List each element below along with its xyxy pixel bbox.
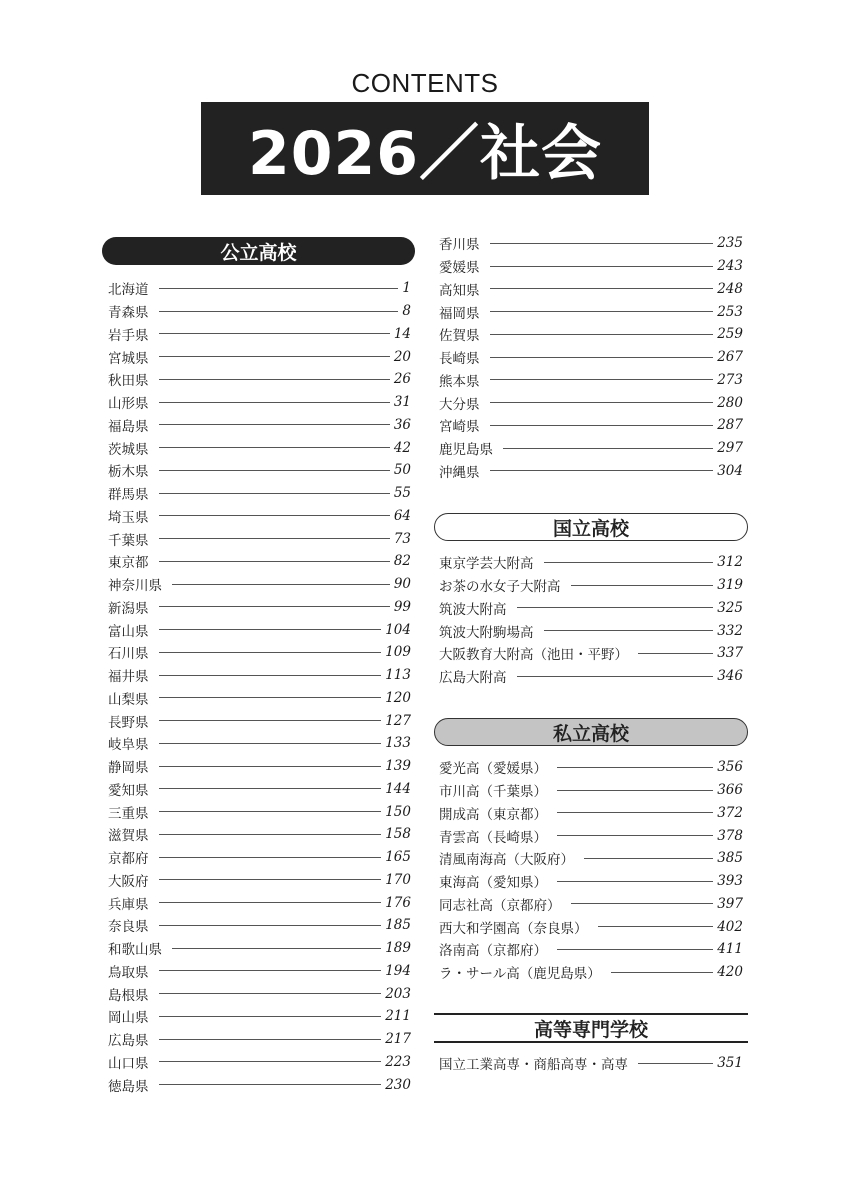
toc-entry-name: 筑波大附駒場高 [439, 624, 534, 641]
toc-entry[interactable] [108, 482, 411, 505]
toc-entry[interactable] [108, 596, 411, 619]
toc-entry-page: 42 [393, 439, 411, 456]
leader-line [159, 447, 390, 448]
leader-line [490, 402, 714, 403]
leader-line [159, 538, 390, 539]
page-title: 2026／社会 [201, 102, 649, 195]
toc-entry[interactable] [108, 277, 411, 300]
toc-entry-page: 165 [385, 849, 411, 866]
toc-entry-name: 鳥取県 [108, 964, 149, 981]
toc-entry-name: 同志社高（京都府） [439, 897, 561, 914]
toc-entry-name: 岩手県 [108, 327, 149, 344]
toc-entry-name: 市川高（千葉県） [439, 784, 547, 801]
leader-line [159, 561, 390, 562]
toc-entry-page: 99 [393, 598, 411, 615]
toc-entry-name: 国立工業高専・商船高専・高専 [439, 1057, 628, 1074]
toc-entry[interactable] [108, 960, 411, 983]
toc-list-national [439, 551, 743, 688]
toc-entry-page: 230 [385, 1076, 411, 1093]
leader-line [159, 1039, 382, 1040]
leader-line [490, 357, 714, 358]
toc-entry-page: 366 [717, 782, 743, 799]
leader-line [490, 266, 714, 267]
toc-entry-page: 319 [717, 577, 743, 594]
toc-entry[interactable] [439, 1052, 743, 1075]
toc-entry[interactable] [108, 914, 411, 937]
toc-entry-name: 大阪教育大附高（池田・平野） [439, 647, 628, 664]
toc-entry-page: 1 [402, 280, 411, 297]
toc-entry-name: 洛南高（京都府） [439, 943, 547, 960]
toc-entry-page: 411 [717, 941, 743, 958]
toc-entry-name: 鹿児島県 [439, 442, 493, 459]
toc-entry[interactable] [439, 574, 743, 597]
leader-line [159, 720, 382, 721]
toc-entry[interactable] [108, 709, 411, 732]
toc-list-private [439, 756, 743, 984]
toc-entry-name: 山梨県 [108, 691, 149, 708]
toc-entry-name: 石川県 [108, 646, 149, 663]
toc-entry-name: 長野県 [108, 714, 149, 731]
leader-line [490, 470, 714, 471]
toc-entry-page: 402 [717, 918, 743, 935]
leader-line [598, 926, 714, 927]
leader-line [159, 311, 399, 312]
leader-line [159, 424, 390, 425]
toc-entry[interactable] [439, 847, 743, 870]
toc-entry-page: 104 [385, 621, 411, 638]
toc-entry-page: 337 [717, 645, 743, 662]
toc-entry-page: 351 [717, 1055, 743, 1072]
toc-entry-page: 64 [393, 507, 411, 524]
toc-entry-name: 静岡県 [108, 760, 149, 777]
toc-entry-page: 82 [393, 553, 411, 570]
toc-entry[interactable] [108, 778, 411, 801]
toc-entry[interactable] [108, 823, 411, 846]
toc-entry-page: 150 [385, 803, 411, 820]
toc-entry-name: 岡山県 [108, 1010, 149, 1027]
toc-entry-page: 393 [717, 873, 743, 890]
leader-line [159, 925, 382, 926]
toc-entry[interactable] [439, 893, 743, 916]
leader-line [544, 630, 714, 631]
toc-entry-name: 東海高（愛知県） [439, 875, 547, 892]
leader-line [159, 515, 390, 516]
toc-entry-name: 宮城県 [108, 350, 149, 367]
toc-entry-name: 島根県 [108, 987, 149, 1004]
toc-entry-name: 滋賀県 [108, 828, 149, 845]
toc-entry-page: 267 [717, 349, 743, 366]
leader-line [159, 629, 382, 630]
leader-line [159, 743, 382, 744]
toc-entry[interactable] [108, 618, 411, 641]
leader-line [544, 562, 714, 563]
toc-entry-name: 福島県 [108, 418, 149, 435]
leader-line [159, 379, 390, 380]
leader-line [159, 970, 382, 971]
toc-entry-page: 297 [717, 440, 743, 457]
toc-entry-page: 36 [393, 416, 411, 433]
toc-entry[interactable] [439, 278, 743, 301]
toc-entry-name: ラ・サール高（鹿児島県） [439, 966, 601, 983]
toc-entry[interactable] [108, 323, 411, 346]
toc-entry[interactable] [439, 414, 743, 437]
leader-line [490, 425, 714, 426]
toc-entry-name: お茶の水女子大附高 [439, 579, 561, 596]
toc-entry-page: 325 [717, 599, 743, 616]
toc-entry[interactable] [439, 938, 743, 961]
toc-entry[interactable] [108, 505, 411, 528]
toc-entry-name: 神奈川県 [108, 578, 162, 595]
toc-entry[interactable] [108, 664, 411, 687]
toc-entry[interactable] [439, 300, 743, 323]
toc-entry[interactable] [108, 550, 411, 573]
toc-entry-page: 73 [393, 530, 411, 547]
toc-entry[interactable] [108, 527, 411, 550]
toc-entry[interactable] [439, 619, 743, 642]
toc-entry-name: 高知県 [439, 282, 480, 299]
toc-entry[interactable] [439, 802, 743, 825]
leader-line [159, 879, 382, 880]
toc-entry-page: 253 [717, 303, 743, 320]
toc-entry[interactable] [108, 755, 411, 778]
toc-entry[interactable] [108, 368, 411, 391]
toc-entry-page: 273 [717, 371, 743, 388]
leader-line [503, 448, 713, 449]
toc-entry[interactable] [108, 1073, 411, 1096]
toc-entry[interactable] [439, 460, 743, 483]
toc-entry-page: 378 [717, 827, 743, 844]
toc-entry-page: 346 [717, 668, 743, 685]
leader-line [490, 288, 714, 289]
toc-entry[interactable] [439, 391, 743, 414]
toc-entry[interactable] [439, 255, 743, 278]
toc-entry-page: 139 [385, 758, 411, 775]
leader-line [557, 790, 713, 791]
toc-entry[interactable] [108, 937, 411, 960]
toc-list-public [108, 277, 411, 1096]
toc-entry[interactable] [439, 915, 743, 938]
leader-line [159, 402, 390, 403]
toc-entry-name: 新潟県 [108, 600, 149, 617]
toc-entry-page: 133 [385, 735, 411, 752]
toc-entry-name: 山形県 [108, 396, 149, 413]
toc-entry[interactable] [108, 414, 411, 437]
toc-entry-page: 194 [385, 962, 411, 979]
toc-entry-page: 332 [717, 622, 743, 639]
leader-line [571, 585, 714, 586]
leader-line [159, 857, 382, 858]
toc-entry-page: 248 [717, 280, 743, 297]
leader-line [557, 881, 713, 882]
toc-list-technical [439, 1052, 743, 1075]
leader-line [638, 653, 713, 654]
toc-entry-page: 50 [393, 462, 411, 479]
toc-entry-name: 京都府 [108, 851, 149, 868]
leader-line [159, 697, 382, 698]
toc-entry-name: 兵庫県 [108, 896, 149, 913]
toc-entry[interactable] [108, 391, 411, 414]
toc-entry[interactable] [439, 597, 743, 620]
leader-line [159, 993, 382, 994]
toc-entry-name: 青森県 [108, 305, 149, 322]
toc-entry-name: 愛光高（愛媛県） [439, 761, 547, 778]
toc-entry[interactable] [439, 756, 743, 779]
toc-entry-page: 109 [385, 644, 411, 661]
toc-entry-page: 203 [385, 985, 411, 1002]
toc-entry-page: 26 [393, 371, 411, 388]
toc-entry-name: 栃木県 [108, 464, 149, 481]
toc-entry[interactable] [439, 665, 743, 688]
leader-line [172, 948, 381, 949]
toc-entry-name: 大阪府 [108, 873, 149, 890]
toc-entry-page: 243 [717, 258, 743, 275]
toc-entry-name: 愛媛県 [439, 260, 480, 277]
toc-entry-page: 217 [385, 1031, 411, 1048]
toc-entry[interactable] [108, 573, 411, 596]
toc-entry-name: 開成高（東京都） [439, 806, 547, 823]
toc-entry[interactable] [108, 459, 411, 482]
leader-line [490, 334, 714, 335]
toc-entry-page: 20 [393, 348, 411, 365]
leader-line [490, 311, 714, 312]
toc-entry-page: 312 [717, 554, 743, 571]
leader-line [159, 356, 390, 357]
leader-line [638, 1063, 713, 1064]
toc-entry-page: 55 [393, 485, 411, 502]
toc-entry[interactable] [108, 846, 411, 869]
toc-entry[interactable] [108, 800, 411, 823]
toc-entry-name: 宮崎県 [439, 419, 480, 436]
toc-entry[interactable] [108, 641, 411, 664]
leader-line [159, 652, 382, 653]
leader-line [490, 243, 714, 244]
toc-entry-page: 14 [393, 325, 411, 342]
toc-entry-page: 189 [385, 940, 411, 957]
toc-entry-name: 岐阜県 [108, 737, 149, 754]
toc-entry[interactable] [108, 345, 411, 368]
toc-entry-page: 90 [393, 576, 411, 593]
toc-entry-name: 徳島県 [108, 1078, 149, 1095]
toc-entry[interactable] [439, 824, 743, 847]
toc-list-public-continued [439, 232, 743, 482]
toc-entry[interactable] [108, 732, 411, 755]
toc-entry[interactable] [439, 961, 743, 984]
toc-entry-name: 熊本県 [439, 373, 480, 390]
leader-line [159, 333, 390, 334]
leader-line [557, 767, 713, 768]
leader-line [557, 812, 713, 813]
toc-entry-page: 420 [717, 964, 743, 981]
leader-line [159, 1016, 382, 1017]
toc-entry[interactable] [439, 346, 743, 369]
section-header-technical: 高等専門学校 [434, 1013, 748, 1043]
leader-line [571, 903, 714, 904]
toc-entry-name: 富山県 [108, 623, 149, 640]
toc-entry[interactable] [439, 437, 743, 460]
leader-line [159, 1084, 382, 1085]
toc-entry[interactable] [439, 779, 743, 802]
leader-line [517, 676, 714, 677]
toc-entry[interactable] [108, 300, 411, 323]
toc-entry-name: 埼玉県 [108, 509, 149, 526]
leader-line [584, 858, 713, 859]
toc-entry-name: 東京都 [108, 555, 149, 572]
leader-line [159, 675, 382, 676]
leader-line [159, 288, 399, 289]
toc-entry-page: 144 [385, 780, 411, 797]
toc-entry-page: 8 [402, 303, 411, 320]
toc-entry-name: 福井県 [108, 669, 149, 686]
toc-entry[interactable] [108, 687, 411, 710]
toc-entry-page: 235 [717, 235, 743, 252]
toc-entry-page: 304 [717, 462, 743, 479]
toc-entry-page: 223 [385, 1053, 411, 1070]
toc-entry-name: 群馬県 [108, 487, 149, 504]
toc-entry-name: 東京学芸大附高 [439, 556, 534, 573]
toc-entry-name: 千葉県 [108, 532, 149, 549]
toc-entry-page: 185 [385, 917, 411, 934]
toc-entry[interactable] [108, 1028, 411, 1051]
toc-entry-name: 青雲高（長崎県） [439, 829, 547, 846]
section-header-public: 公立高校 [102, 237, 415, 265]
toc-entry-name: 三重県 [108, 805, 149, 822]
toc-entry[interactable] [439, 232, 743, 255]
contents-label: CONTENTS [351, 68, 499, 98]
toc-entry-name: 広島大附高 [439, 670, 507, 687]
toc-entry-page: 259 [717, 326, 743, 343]
toc-entry-page: 397 [717, 895, 743, 912]
toc-entry-name: 山口県 [108, 1055, 149, 1072]
toc-entry-name: 愛知県 [108, 782, 149, 799]
toc-entry[interactable] [108, 1005, 411, 1028]
toc-entry[interactable] [108, 982, 411, 1005]
leader-line [490, 379, 714, 380]
leader-line [611, 972, 713, 973]
leader-line [557, 835, 713, 836]
leader-line [159, 834, 382, 835]
toc-entry-page: 158 [385, 826, 411, 843]
toc-entry-name: 福岡県 [439, 305, 480, 322]
toc-entry-page: 127 [385, 712, 411, 729]
toc-entry-name: 広島県 [108, 1033, 149, 1050]
leader-line [159, 902, 382, 903]
leader-line [159, 788, 382, 789]
toc-entry[interactable] [439, 870, 743, 893]
toc-entry-page: 176 [385, 894, 411, 911]
leader-line [159, 470, 390, 471]
leader-line [159, 811, 382, 812]
toc-entry-page: 372 [717, 804, 743, 821]
toc-entry-page: 211 [385, 1008, 411, 1025]
toc-entry[interactable] [108, 869, 411, 892]
toc-entry-name: 大分県 [439, 396, 480, 413]
toc-entry[interactable] [439, 642, 743, 665]
toc-entry-name: 奈良県 [108, 919, 149, 936]
toc-entry[interactable] [439, 323, 743, 346]
toc-entry-page: 31 [393, 394, 411, 411]
toc-entry[interactable] [108, 891, 411, 914]
toc-entry-name: 清風南海高（大阪府） [439, 852, 574, 869]
toc-entry-name: 佐賀県 [439, 328, 480, 345]
section-header-national: 国立高校 [434, 513, 748, 541]
leader-line [159, 493, 390, 494]
toc-entry-page: 113 [385, 667, 411, 684]
leader-line [517, 607, 714, 608]
toc-entry[interactable] [108, 436, 411, 459]
leader-line [159, 606, 390, 607]
leader-line [172, 584, 390, 585]
toc-entry-page: 356 [717, 759, 743, 776]
leader-line [159, 1061, 382, 1062]
toc-entry[interactable] [439, 369, 743, 392]
toc-entry-name: 茨城県 [108, 441, 149, 458]
toc-entry-page: 280 [717, 394, 743, 411]
toc-entry-name: 長崎県 [439, 351, 480, 368]
toc-entry[interactable] [439, 551, 743, 574]
toc-entry-name: 沖縄県 [439, 464, 480, 481]
leader-line [557, 949, 713, 950]
section-header-private: 私立高校 [434, 718, 748, 746]
toc-entry-name: 筑波大附高 [439, 601, 507, 618]
toc-entry-name: 西大和学園高（奈良県） [439, 920, 588, 937]
toc-entry-name: 秋田県 [108, 373, 149, 390]
toc-entry-page: 287 [717, 417, 743, 434]
toc-entry[interactable] [108, 1051, 411, 1074]
toc-entry-name: 香川県 [439, 237, 480, 254]
leader-line [159, 766, 382, 767]
toc-entry-name: 和歌山県 [108, 942, 162, 959]
toc-entry-page: 385 [717, 850, 743, 867]
toc-entry-page: 170 [385, 871, 411, 888]
toc-entry-page: 120 [385, 689, 411, 706]
toc-entry-name: 北海道 [108, 282, 149, 299]
